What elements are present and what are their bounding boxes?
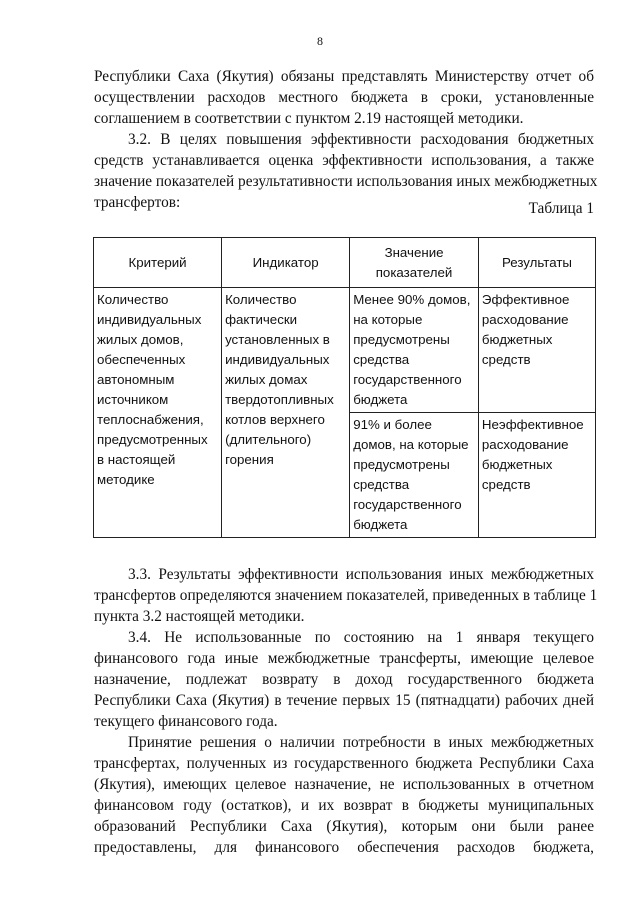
table-row <box>94 288 596 413</box>
header-indicator: Индикатор <box>222 238 350 288</box>
text-line: 3.4. Не использованные по состоянию на 1 января текущего <box>128 629 594 646</box>
table-header-row <box>94 238 596 288</box>
text-line: Республики Саха (Якутия) в течение первых 15 (пятнадцати) рабочих дней <box>94 692 594 709</box>
result-cell: Неэффективное расходование бюджетных средств <box>478 413 595 538</box>
text-line: образований Республики Саха (Якутия), которым они были ранее <box>94 818 594 835</box>
paragraph-3-3 <box>94 564 598 627</box>
criteria-table <box>93 237 596 538</box>
page-number: 8 <box>317 34 323 48</box>
text-line: (Якутия), имеющих целевое назначение, не использованных в отчетном <box>94 776 594 793</box>
text-line: 3.3. Результаты эффективности использования иных межбюджетных <box>128 566 594 583</box>
paragraph-3-2 <box>94 129 598 213</box>
table-caption: Таблица 1 <box>528 200 594 217</box>
text-line: предоставлены, для финансового обеспечения расходов бюджета, <box>94 839 594 856</box>
paragraph-report-obligation <box>94 66 594 129</box>
header-result: Результаты <box>478 238 595 288</box>
text-line: Республики Саха (Якутия) обязаны представлять Министерству отчет об <box>94 68 594 85</box>
text-line: Принятие решения о наличии потребности в иных межбюджетных <box>128 734 594 751</box>
text-line: назначение, подлежат возврату в доход государственного бюджета <box>94 671 594 688</box>
header-value: Значение показателей <box>350 238 479 288</box>
paragraph-decision <box>94 732 594 858</box>
text-line: трансфертов: <box>94 194 181 211</box>
indicator-cell: Количество фактически установленных в индивидуальных жилых домах твердотопливных котлов верхнего (длительного) горения <box>222 288 350 538</box>
criterion-cell: Количество индивидуальных жилых домов, обеспеченных автономным источником теплоснабжения, предусмотренных в настоящей методике <box>94 288 222 538</box>
text-line: значение показателей результативности использования иных межбюджетных <box>94 173 598 190</box>
text-line: текущего финансового года. <box>94 713 278 730</box>
text-line: трансфертах, полученных из государственного бюджета Республики Саха <box>94 755 594 772</box>
text-line: финансового года иные межбюджетные трансферты, имеющие целевое <box>94 650 594 667</box>
text-line: 3.2. В целях повышения эффективности расходования бюджетных <box>128 131 594 148</box>
result-cell: Эффективное расходование бюджетных средств <box>478 288 595 413</box>
text-line: средств устанавливается оценка эффективности использования, а также <box>94 152 594 169</box>
text-line: соглашением в соответствии с пунктом 2.19 настоящей методики. <box>94 110 524 127</box>
text-line: осуществлении расходов местного бюджета в сроки, установленные <box>94 89 594 106</box>
value-cell: 91% и более домов, на которые предусмотрены средства государственного бюджета <box>350 413 479 538</box>
text-line: трансфертов определяются значением показателей, приведенных в таблице 1 <box>94 587 598 604</box>
value-cell: Менее 90% домов, на которые предусмотрены средства государственного бюджета <box>350 288 479 413</box>
paragraph-3-4 <box>94 627 594 732</box>
text-line: пункта 3.2 настоящей методики. <box>94 608 305 625</box>
text-line: финансовом году (остатков), и их возврат в бюджеты муниципальных <box>94 797 594 814</box>
header-criterion: Критерий <box>94 238 222 288</box>
